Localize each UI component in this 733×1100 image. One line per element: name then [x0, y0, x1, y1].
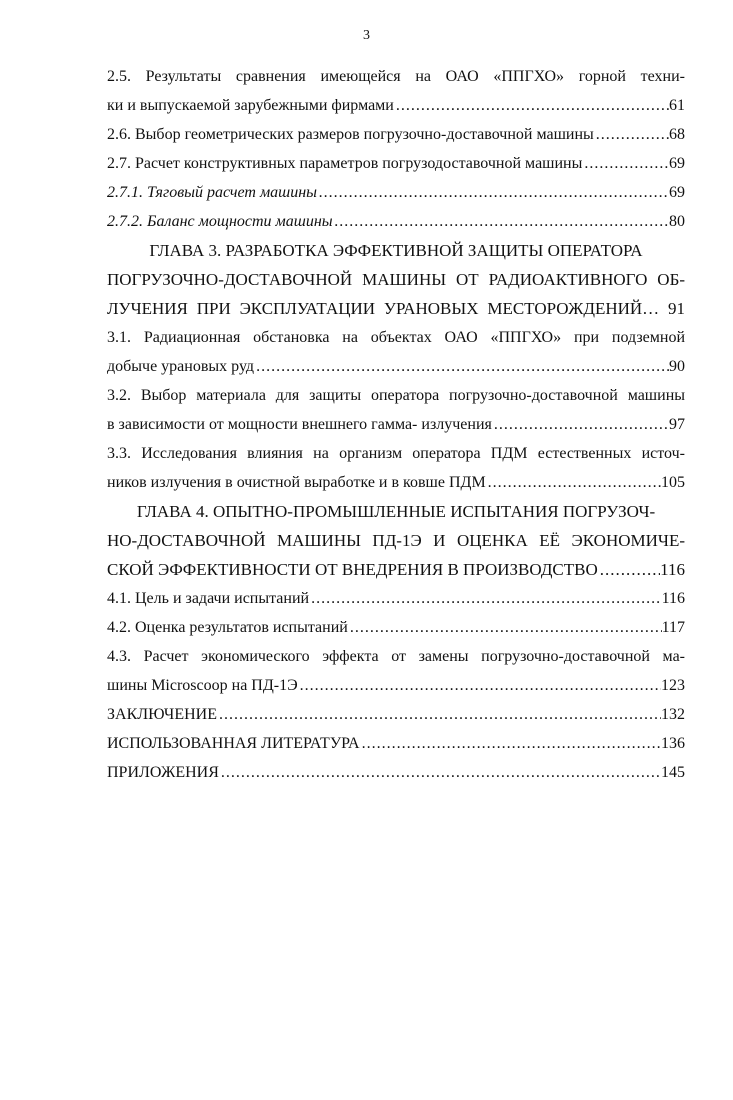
toc-4-2-page: 117	[661, 619, 685, 636]
toc-2-7-2-page: 80	[669, 213, 685, 230]
toc-literature	[107, 729, 685, 758]
chapter-4-page: 116	[660, 560, 685, 579]
leader-dots	[254, 352, 669, 381]
toc-3-1-line1: 3.1. Радиационная обстановка на объектах ОАО «ППГХО» при подземной	[107, 329, 685, 346]
toc-2-5-title: ки и выпускаемой зарубежными фирмами	[107, 97, 394, 114]
toc-4-1-title: 4.1. Цель и задачи испытаний	[107, 590, 310, 607]
toc-4-2	[107, 613, 685, 642]
leader-dots	[217, 700, 661, 729]
toc-2-5-line2	[107, 91, 685, 120]
page-number: 3	[363, 28, 370, 43]
chapter-3-line2: ПОГРУЗОЧНО-ДОСТАВОЧНОЙ МАШИНЫ ОТ РАДИОАКТИВНОГО ОБ-	[107, 270, 685, 289]
toc-2-7-2-title: 2.7.2. Баланс мощности машины	[107, 213, 333, 230]
toc-3-3-title: ников излучения в очистной выработке и в ковше ПДМ	[107, 474, 486, 491]
toc-2-7-2	[107, 207, 685, 236]
leader-dots	[348, 613, 662, 642]
toc-appendix	[107, 758, 685, 787]
toc-3-3-line1: 3.3. Исследования влияния на организм оператора ПДМ естественных источ-	[107, 445, 685, 462]
toc-3-3-line2	[107, 468, 685, 497]
toc-4-1	[107, 584, 685, 613]
toc-3-2-page: 97	[669, 416, 685, 433]
toc-2-7	[107, 149, 685, 178]
toc-3-2-title: в зависимости от мощности внешнего гамма- излучения	[107, 416, 492, 433]
toc-2-6-page: 68	[669, 126, 685, 143]
leader-dots	[486, 468, 661, 497]
leader-dots	[333, 207, 669, 236]
toc-conclusion-title: ЗАКЛЮЧЕНИЕ	[107, 706, 217, 723]
toc-2-7-1	[107, 178, 685, 207]
leader-dots	[598, 555, 660, 584]
toc-2-5-line1: 2.5. Результаты сравнения имеющейся на ОАО «ППГХО» горной техни-	[107, 68, 685, 85]
leader-dots	[582, 149, 669, 178]
leader-dots	[492, 410, 669, 439]
toc-conclusion-page: 132	[661, 706, 685, 723]
chapter-4-line2: НО-ДОСТАВОЧНОЙ МАШИНЫ ПД-1Э И ОЦЕНКА ЕЁ ЭКОНОМИЧЕ-	[107, 531, 685, 550]
toc-2-6-title: 2.6. Выбор геометрических размеров погрузочно-доставочной машины	[107, 126, 594, 143]
toc-3-1-page: 90	[669, 358, 685, 375]
chapter-3-line1: ГЛАВА 3. РАЗРАБОТКА ЭФФЕКТИВНОЙ ЗАЩИТЫ ОПЕРАТОРА	[149, 241, 643, 260]
leader-dots	[360, 729, 661, 758]
chapter-4-line1: ГЛАВА 4. ОПЫТНО-ПРОМЫШЛЕННЫЕ ИСПЫТАНИЯ ПОГРУЗОЧ-	[136, 502, 656, 521]
toc-appendix-title: ПРИЛОЖЕНИЯ	[107, 764, 219, 781]
toc-literature-page: 136	[661, 735, 685, 752]
toc-literature-title: ИСПОЛЬЗОВАННАЯ ЛИТЕРАТУРА	[107, 735, 360, 752]
leader-dots	[394, 91, 669, 120]
toc-2-5-page: 61	[669, 97, 685, 114]
toc-2-7-title: 2.7. Расчет конструктивных параметров погрузодоставочной машины	[107, 155, 583, 172]
toc-4-1-page: 116	[661, 590, 685, 607]
leader-dots	[317, 178, 669, 207]
toc-3-2-line1: 3.2. Выбор материала для защиты оператора погрузочно-доставочной машины	[107, 387, 685, 404]
leader-dots	[219, 758, 661, 787]
chapter-4-line3	[107, 555, 685, 584]
toc-4-3-line1: 4.3. Расчет экономического эффекта от замены погрузочно-доставочной ма-	[107, 648, 685, 665]
toc-3-2-line2	[107, 410, 685, 439]
toc-4-3-line2	[107, 671, 685, 700]
toc-4-3-title: шины Microscoop на ПД-1Э	[107, 677, 298, 694]
chapter-3-line3: ЛУЧЕНИЯ ПРИ ЭКСПЛУАТАЦИИ УРАНОВЫХ МЕСТОРОЖДЕНИЙ… 91	[107, 299, 685, 318]
table-of-contents	[107, 62, 685, 787]
leader-dots	[309, 584, 662, 613]
toc-4-3-page: 123	[661, 677, 685, 694]
toc-3-1-title: добыче урановых руд	[107, 358, 255, 375]
toc-3-3-page: 105	[661, 474, 685, 491]
leader-dots	[594, 120, 669, 149]
chapter-4-title: СКОЙ ЭФФЕКТИВНОСТИ ОТ ВНЕДРЕНИЯ В ПРОИЗВОДСТВО	[107, 560, 598, 579]
toc-4-2-title: 4.2. Оценка результатов испытаний	[107, 619, 348, 636]
toc-2-7-page: 69	[669, 155, 685, 172]
toc-2-6	[107, 120, 685, 149]
toc-3-1-line2	[107, 352, 685, 381]
leader-dots	[298, 671, 661, 700]
toc-conclusion	[107, 700, 685, 729]
toc-appendix-page: 145	[661, 764, 685, 781]
toc-2-7-1-page: 69	[669, 184, 685, 201]
toc-2-7-1-title: 2.7.1. Тяговый расчет машины	[107, 184, 318, 201]
